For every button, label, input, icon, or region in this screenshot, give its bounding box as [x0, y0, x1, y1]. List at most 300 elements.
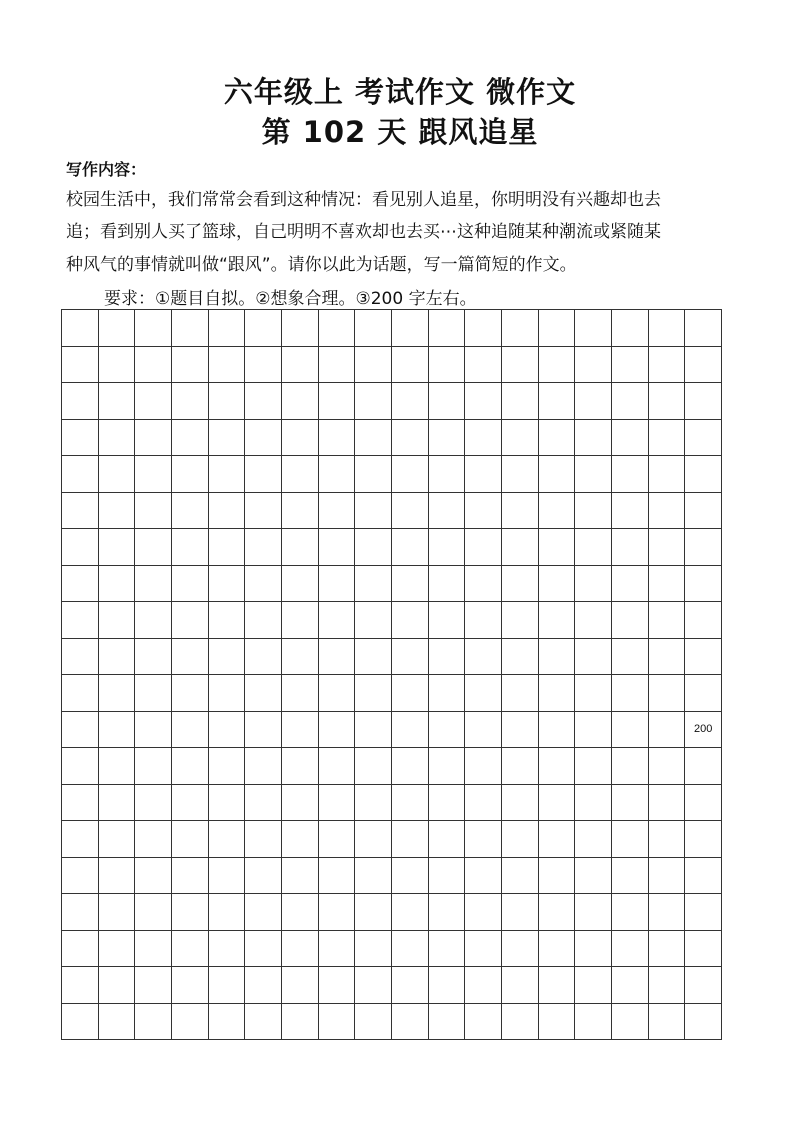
- grid-cell[interactable]: [502, 967, 539, 1004]
- grid-cell[interactable]: [209, 967, 246, 1004]
- grid-cell[interactable]: [209, 420, 246, 457]
- grid-cell[interactable]: [392, 785, 429, 822]
- grid-cell[interactable]: [429, 639, 466, 676]
- grid-cell[interactable]: [135, 821, 172, 858]
- grid-cell[interactable]: [245, 529, 282, 566]
- grid-cell[interactable]: [612, 602, 649, 639]
- grid-cell[interactable]: [649, 858, 686, 895]
- grid-cell[interactable]: [99, 858, 136, 895]
- grid-cell[interactable]: [502, 566, 539, 603]
- grid-cell[interactable]: [685, 785, 722, 822]
- grid-cell[interactable]: [99, 748, 136, 785]
- grid-cell[interactable]: [245, 310, 282, 347]
- grid-cell[interactable]: [685, 931, 722, 968]
- grid-cell[interactable]: [245, 1004, 282, 1041]
- grid-cell[interactable]: [99, 420, 136, 457]
- grid-cell[interactable]: [99, 967, 136, 1004]
- grid-cell[interactable]: [685, 420, 722, 457]
- grid-cell[interactable]: [612, 785, 649, 822]
- grid-cell[interactable]: [465, 821, 502, 858]
- grid-cell[interactable]: [319, 931, 356, 968]
- grid-cell[interactable]: [575, 967, 612, 1004]
- grid-cell[interactable]: [685, 310, 722, 347]
- grid-cell[interactable]: [575, 529, 612, 566]
- grid-cell[interactable]: [502, 712, 539, 749]
- grid-cell[interactable]: [685, 347, 722, 384]
- grid-cell[interactable]: [612, 858, 649, 895]
- grid-cell[interactable]: [209, 675, 246, 712]
- grid-cell[interactable]: [502, 420, 539, 457]
- grid-cell[interactable]: [649, 566, 686, 603]
- grid-cell[interactable]: [282, 931, 319, 968]
- grid-cell[interactable]: [99, 931, 136, 968]
- grid-cell[interactable]: [429, 347, 466, 384]
- grid-cell[interactable]: [209, 1004, 246, 1041]
- grid-cell[interactable]: [135, 894, 172, 931]
- grid-cell[interactable]: [355, 1004, 392, 1041]
- grid-cell[interactable]: [62, 785, 99, 822]
- grid-cell[interactable]: [502, 639, 539, 676]
- grid-cell[interactable]: [99, 821, 136, 858]
- grid-cell[interactable]: [99, 310, 136, 347]
- grid-cell[interactable]: [135, 1004, 172, 1041]
- grid-cell[interactable]: [245, 712, 282, 749]
- grid-cell[interactable]: [172, 602, 209, 639]
- grid-cell[interactable]: [539, 493, 576, 530]
- grid-cell[interactable]: [282, 675, 319, 712]
- grid-cell[interactable]: [355, 420, 392, 457]
- grid-cell[interactable]: [465, 310, 502, 347]
- grid-cell[interactable]: [575, 858, 612, 895]
- grid-cell[interactable]: [62, 529, 99, 566]
- grid-cell[interactable]: [685, 383, 722, 420]
- grid-cell[interactable]: [172, 493, 209, 530]
- grid-cell[interactable]: [649, 639, 686, 676]
- grid-cell[interactable]: [502, 456, 539, 493]
- grid-cell[interactable]: [429, 675, 466, 712]
- grid-cell[interactable]: [612, 529, 649, 566]
- grid-cell[interactable]: [539, 566, 576, 603]
- grid-cell[interactable]: [172, 858, 209, 895]
- grid-cell[interactable]: [502, 675, 539, 712]
- grid-cell[interactable]: [392, 821, 429, 858]
- grid-cell[interactable]: [649, 931, 686, 968]
- grid-cell[interactable]: [62, 493, 99, 530]
- grid-cell[interactable]: [319, 493, 356, 530]
- grid-cell[interactable]: [282, 858, 319, 895]
- grid-cell[interactable]: [62, 748, 99, 785]
- grid-cell[interactable]: [612, 493, 649, 530]
- grid-cell[interactable]: [502, 347, 539, 384]
- grid-cell[interactable]: [319, 566, 356, 603]
- grid-cell[interactable]: [502, 602, 539, 639]
- grid-cell[interactable]: [282, 712, 319, 749]
- grid-cell[interactable]: [319, 675, 356, 712]
- grid-cell[interactable]: [209, 310, 246, 347]
- grid-cell[interactable]: [135, 383, 172, 420]
- grid-cell[interactable]: [539, 894, 576, 931]
- grid-cell[interactable]: [465, 639, 502, 676]
- grid-cell[interactable]: [355, 785, 392, 822]
- grid-cell[interactable]: [245, 493, 282, 530]
- grid-cell[interactable]: [465, 894, 502, 931]
- grid-cell[interactable]: [649, 894, 686, 931]
- grid-cell[interactable]: [575, 310, 612, 347]
- grid-cell[interactable]: [355, 858, 392, 895]
- grid-cell[interactable]: [612, 420, 649, 457]
- grid-cell[interactable]: [245, 821, 282, 858]
- grid-cell[interactable]: [62, 639, 99, 676]
- grid-cell[interactable]: [429, 602, 466, 639]
- grid-cell[interactable]: [685, 566, 722, 603]
- grid-cell[interactable]: [429, 894, 466, 931]
- grid-cell[interactable]: [392, 675, 429, 712]
- grid-cell[interactable]: [575, 894, 612, 931]
- grid-cell[interactable]: [62, 894, 99, 931]
- grid-cell[interactable]: [209, 602, 246, 639]
- grid-cell[interactable]: [685, 529, 722, 566]
- grid-cell[interactable]: [99, 566, 136, 603]
- grid-cell[interactable]: [502, 858, 539, 895]
- grid-cell[interactable]: [99, 529, 136, 566]
- grid-cell[interactable]: [282, 639, 319, 676]
- grid-cell[interactable]: [209, 712, 246, 749]
- grid-cell[interactable]: [172, 931, 209, 968]
- grid-cell[interactable]: [392, 383, 429, 420]
- grid-cell[interactable]: [355, 967, 392, 1004]
- grid-cell[interactable]: [245, 456, 282, 493]
- grid-cell[interactable]: [539, 967, 576, 1004]
- grid-cell[interactable]: [355, 529, 392, 566]
- grid-cell[interactable]: [612, 894, 649, 931]
- grid-cell[interactable]: [319, 383, 356, 420]
- grid-cell[interactable]: [282, 347, 319, 384]
- grid-cell[interactable]: [429, 529, 466, 566]
- grid-cell[interactable]: [575, 675, 612, 712]
- grid-cell[interactable]: [612, 675, 649, 712]
- grid-cell[interactable]: [392, 566, 429, 603]
- grid-cell[interactable]: [135, 639, 172, 676]
- grid-cell[interactable]: [355, 748, 392, 785]
- grid-cell[interactable]: [355, 383, 392, 420]
- grid-cell[interactable]: [209, 931, 246, 968]
- grid-cell[interactable]: [319, 639, 356, 676]
- grid-cell[interactable]: [539, 1004, 576, 1041]
- grid-cell[interactable]: [245, 383, 282, 420]
- grid-cell[interactable]: [429, 821, 466, 858]
- grid-cell[interactable]: [99, 347, 136, 384]
- grid-cell[interactable]: [429, 712, 466, 749]
- grid-cell[interactable]: [465, 420, 502, 457]
- grid-cell[interactable]: [135, 310, 172, 347]
- grid-cell[interactable]: [502, 821, 539, 858]
- grid-cell[interactable]: [355, 931, 392, 968]
- grid-cell[interactable]: [282, 748, 319, 785]
- grid-cell[interactable]: [282, 383, 319, 420]
- grid-cell[interactable]: [612, 347, 649, 384]
- grid-cell[interactable]: [575, 420, 612, 457]
- grid-cell[interactable]: [245, 894, 282, 931]
- grid-cell[interactable]: [282, 310, 319, 347]
- grid-cell[interactable]: [392, 931, 429, 968]
- grid-cell[interactable]: [575, 456, 612, 493]
- grid-cell[interactable]: [135, 493, 172, 530]
- grid-cell[interactable]: [685, 493, 722, 530]
- grid-cell[interactable]: [649, 821, 686, 858]
- grid-cell[interactable]: [245, 967, 282, 1004]
- grid-cell[interactable]: [319, 894, 356, 931]
- grid-cell[interactable]: [209, 529, 246, 566]
- grid-cell[interactable]: [319, 310, 356, 347]
- grid-cell[interactable]: [319, 821, 356, 858]
- grid-cell[interactable]: [245, 675, 282, 712]
- grid-cell[interactable]: [649, 712, 686, 749]
- grid-cell[interactable]: [282, 456, 319, 493]
- grid-cell[interactable]: [539, 821, 576, 858]
- grid-cell[interactable]: [62, 1004, 99, 1041]
- grid-cell[interactable]: [135, 712, 172, 749]
- grid-cell[interactable]: [62, 821, 99, 858]
- grid-cell[interactable]: [685, 456, 722, 493]
- grid-cell[interactable]: [575, 602, 612, 639]
- grid-cell[interactable]: [392, 420, 429, 457]
- grid-cell[interactable]: [245, 858, 282, 895]
- grid-cell[interactable]: [502, 529, 539, 566]
- grid-cell[interactable]: [135, 858, 172, 895]
- grid-cell[interactable]: [465, 967, 502, 1004]
- grid-cell[interactable]: [282, 493, 319, 530]
- grid-cell[interactable]: [209, 821, 246, 858]
- grid-cell[interactable]: [319, 785, 356, 822]
- grid-cell[interactable]: [465, 493, 502, 530]
- grid-cell[interactable]: [429, 931, 466, 968]
- grid-cell[interactable]: [649, 967, 686, 1004]
- grid-cell[interactable]: [685, 675, 722, 712]
- grid-cell[interactable]: [685, 821, 722, 858]
- grid-cell[interactable]: [209, 894, 246, 931]
- grid-cell[interactable]: [135, 420, 172, 457]
- grid-cell[interactable]: [539, 383, 576, 420]
- grid-cell[interactable]: [355, 493, 392, 530]
- grid-cell[interactable]: [575, 821, 612, 858]
- grid-cell[interactable]: [99, 383, 136, 420]
- grid-cell[interactable]: [685, 967, 722, 1004]
- grid-cell[interactable]: [575, 1004, 612, 1041]
- grid-cell[interactable]: [245, 748, 282, 785]
- grid-cell[interactable]: [502, 310, 539, 347]
- grid-cell[interactable]: [392, 639, 429, 676]
- grid-cell[interactable]: [99, 456, 136, 493]
- grid-cell[interactable]: [209, 456, 246, 493]
- grid-cell[interactable]: [392, 858, 429, 895]
- grid-cell[interactable]: [539, 858, 576, 895]
- grid-cell[interactable]: [319, 1004, 356, 1041]
- grid-cell[interactable]: [392, 347, 429, 384]
- grid-cell[interactable]: [649, 1004, 686, 1041]
- grid-cell[interactable]: [649, 748, 686, 785]
- grid-cell[interactable]: [135, 675, 172, 712]
- grid-cell[interactable]: [502, 931, 539, 968]
- grid-cell[interactable]: [172, 785, 209, 822]
- grid-cell[interactable]: [649, 529, 686, 566]
- grid-cell[interactable]: [135, 602, 172, 639]
- grid-cell[interactable]: [392, 748, 429, 785]
- grid-cell[interactable]: [282, 894, 319, 931]
- grid-cell[interactable]: [209, 748, 246, 785]
- grid-cell[interactable]: [319, 858, 356, 895]
- grid-cell[interactable]: [282, 785, 319, 822]
- grid-cell[interactable]: [649, 602, 686, 639]
- grid-cell[interactable]: [62, 712, 99, 749]
- grid-cell[interactable]: [135, 456, 172, 493]
- grid-cell[interactable]: [612, 931, 649, 968]
- grid-cell[interactable]: [282, 420, 319, 457]
- grid-cell[interactable]: [319, 456, 356, 493]
- grid-cell[interactable]: [282, 529, 319, 566]
- grid-cell[interactable]: [575, 748, 612, 785]
- grid-cell[interactable]: [429, 967, 466, 1004]
- grid-cell[interactable]: [172, 420, 209, 457]
- grid-cell[interactable]: [465, 347, 502, 384]
- grid-cell[interactable]: [319, 529, 356, 566]
- grid-cell[interactable]: [209, 639, 246, 676]
- grid-cell[interactable]: [62, 420, 99, 457]
- grid-cell[interactable]: [685, 639, 722, 676]
- grid-cell[interactable]: [575, 566, 612, 603]
- grid-cell[interactable]: [245, 566, 282, 603]
- grid-cell[interactable]: [612, 748, 649, 785]
- grid-cell[interactable]: [172, 967, 209, 1004]
- grid-cell[interactable]: [99, 785, 136, 822]
- grid-cell[interactable]: [429, 858, 466, 895]
- grid-cell[interactable]: [502, 748, 539, 785]
- grid-cell[interactable]: [355, 347, 392, 384]
- grid-cell[interactable]: [172, 894, 209, 931]
- grid-cell[interactable]: [172, 456, 209, 493]
- grid-cell[interactable]: [135, 967, 172, 1004]
- grid-cell[interactable]: [502, 894, 539, 931]
- grid-cell[interactable]: [539, 347, 576, 384]
- grid-cell[interactable]: [575, 712, 612, 749]
- grid-cell[interactable]: [62, 967, 99, 1004]
- grid-cell[interactable]: [319, 967, 356, 1004]
- grid-cell[interactable]: [685, 712, 722, 749]
- grid-cell[interactable]: [502, 493, 539, 530]
- grid-cell[interactable]: [209, 383, 246, 420]
- grid-cell[interactable]: [282, 566, 319, 603]
- grid-cell[interactable]: [465, 748, 502, 785]
- grid-cell[interactable]: [465, 566, 502, 603]
- grid-cell[interactable]: [612, 383, 649, 420]
- grid-cell[interactable]: [319, 712, 356, 749]
- grid-cell[interactable]: [135, 566, 172, 603]
- grid-cell[interactable]: [319, 748, 356, 785]
- grid-cell[interactable]: [62, 858, 99, 895]
- grid-cell[interactable]: [539, 675, 576, 712]
- grid-cell[interactable]: [685, 858, 722, 895]
- grid-cell[interactable]: [172, 748, 209, 785]
- grid-cell[interactable]: [172, 712, 209, 749]
- grid-cell[interactable]: [575, 493, 612, 530]
- grid-cell[interactable]: [245, 931, 282, 968]
- grid-cell[interactable]: [62, 456, 99, 493]
- grid-cell[interactable]: [392, 310, 429, 347]
- grid-cell[interactable]: [575, 347, 612, 384]
- grid-cell[interactable]: [392, 456, 429, 493]
- grid-cell[interactable]: [135, 748, 172, 785]
- grid-cell[interactable]: [575, 639, 612, 676]
- grid-cell[interactable]: [99, 712, 136, 749]
- grid-cell[interactable]: [575, 383, 612, 420]
- grid-cell[interactable]: [209, 785, 246, 822]
- grid-cell[interactable]: [612, 566, 649, 603]
- grid-cell[interactable]: [209, 566, 246, 603]
- grid-cell[interactable]: [649, 456, 686, 493]
- grid-cell[interactable]: [539, 639, 576, 676]
- grid-cell[interactable]: [649, 347, 686, 384]
- grid-cell[interactable]: [429, 493, 466, 530]
- grid-cell[interactable]: [539, 748, 576, 785]
- grid-cell[interactable]: [355, 310, 392, 347]
- grid-cell[interactable]: [99, 894, 136, 931]
- grid-cell[interactable]: [429, 785, 466, 822]
- grid-cell[interactable]: [392, 712, 429, 749]
- grid-cell[interactable]: [245, 785, 282, 822]
- grid-cell[interactable]: [355, 894, 392, 931]
- grid-cell[interactable]: [62, 931, 99, 968]
- grid-cell[interactable]: [649, 310, 686, 347]
- grid-cell[interactable]: [319, 347, 356, 384]
- grid-cell[interactable]: [465, 1004, 502, 1041]
- grid-cell[interactable]: [649, 420, 686, 457]
- grid-cell[interactable]: [282, 602, 319, 639]
- grid-cell[interactable]: [539, 456, 576, 493]
- grid-cell[interactable]: [355, 456, 392, 493]
- grid-cell[interactable]: [465, 602, 502, 639]
- grid-cell[interactable]: [649, 675, 686, 712]
- grid-cell[interactable]: [539, 310, 576, 347]
- grid-cell[interactable]: [612, 821, 649, 858]
- grid-cell[interactable]: [429, 748, 466, 785]
- grid-cell[interactable]: [355, 712, 392, 749]
- grid-cell[interactable]: [282, 1004, 319, 1041]
- grid-cell[interactable]: [575, 785, 612, 822]
- grid-cell[interactable]: [172, 310, 209, 347]
- grid-cell[interactable]: [245, 347, 282, 384]
- grid-cell[interactable]: [649, 493, 686, 530]
- grid-cell[interactable]: [429, 566, 466, 603]
- grid-cell[interactable]: [465, 383, 502, 420]
- grid-cell[interactable]: [209, 347, 246, 384]
- grid-cell[interactable]: [649, 383, 686, 420]
- grid-cell[interactable]: [465, 785, 502, 822]
- grid-cell[interactable]: [172, 675, 209, 712]
- grid-cell[interactable]: [355, 639, 392, 676]
- grid-cell[interactable]: [62, 675, 99, 712]
- grid-cell[interactable]: [685, 1004, 722, 1041]
- grid-cell[interactable]: [172, 529, 209, 566]
- grid-cell[interactable]: [392, 894, 429, 931]
- grid-cell[interactable]: [135, 347, 172, 384]
- grid-cell[interactable]: [685, 748, 722, 785]
- grid-cell[interactable]: [612, 639, 649, 676]
- grid-cell[interactable]: [612, 712, 649, 749]
- grid-cell[interactable]: [465, 858, 502, 895]
- grid-cell[interactable]: [62, 383, 99, 420]
- grid-cell[interactable]: [245, 420, 282, 457]
- grid-cell[interactable]: [172, 566, 209, 603]
- grid-cell[interactable]: [355, 566, 392, 603]
